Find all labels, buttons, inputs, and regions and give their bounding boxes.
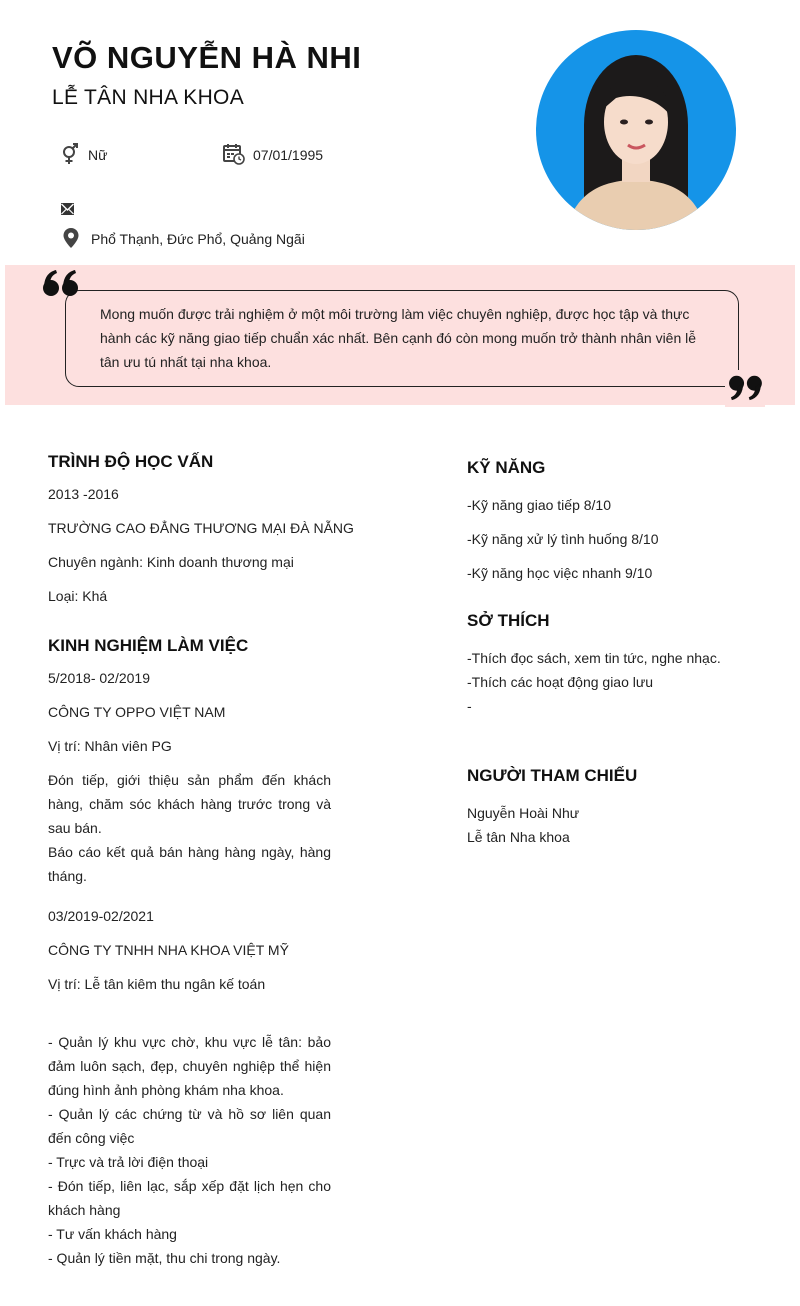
skills-heading: KỸ NĂNG <box>467 458 546 477</box>
job-duty: - Quản lý khu vực chờ, khu vực lễ tân: bảo đảm luôn sạch, đẹp, chuyên nghiệp thể hiện đúng hình ảnh phòng khám nha khoa. <box>48 1034 331 1098</box>
hobbies-heading: SỞ THÍCH <box>467 611 550 630</box>
hobby-item: -Thích các hoạt động giao lưu <box>467 674 654 690</box>
location-pin-icon <box>62 227 80 254</box>
education-school: TRƯỜNG CAO ĐẲNG THƯƠNG MẠI ĐÀ NẴNG <box>48 520 354 536</box>
job-company: CÔNG TY OPPO VIỆT NAM <box>48 704 226 720</box>
education-period: 2013 -2016 <box>48 486 119 502</box>
job-period: 5/2018- 02/2019 <box>48 670 150 686</box>
objective-text: Mong muốn được trải nghiệm ở một môi trường làm việc chuyên nghiệp, được học tập và thực hành các kỹ năng giao tiếp chuẩn xác nhất. Bên cạnh đó còn mong muốn trở thành nhân viên lễ tân ưu tú nhất tại nha khoa. <box>100 306 697 370</box>
job-duty: - Quản lý các chứng từ và hồ sơ liên quan đến công việc <box>48 1106 331 1146</box>
job-duty: - Tư vấn khách hàng <box>48 1226 177 1242</box>
reference-heading: NGƯỜI THAM CHIẾU <box>467 766 638 785</box>
candidate-name: VÕ NGUYỄN HÀ NHI <box>52 40 362 75</box>
profile-photo <box>536 30 736 230</box>
open-quote-icon <box>42 268 80 305</box>
hobby-item: -Thích đọc sách, xem tin tức, nghe nhạc. <box>467 650 721 666</box>
job-position: Vị trí: Lễ tân kiêm thu ngân kế toán <box>48 976 266 992</box>
email-icon <box>61 202 75 221</box>
skill-item: -Kỹ năng giao tiếp 8/10 <box>467 497 611 513</box>
job-position: Vị trí: Nhân viên PG <box>48 738 172 754</box>
job-duty: Báo cáo kết quả bán hàng hàng ngày, hàng tháng. <box>48 844 331 884</box>
job-period: 03/2019-02/2021 <box>48 908 154 924</box>
reference-role: Lễ tân Nha khoa <box>467 829 570 845</box>
gender-icon <box>60 143 80 170</box>
reference-name: Nguyễn Hoài Như <box>467 805 580 821</box>
job-duty: - Quản lý tiền mặt, thu chi trong ngày. <box>48 1250 281 1266</box>
education-grade: Loại: Khá <box>48 588 108 604</box>
job-duty: - Đón tiếp, liên lạc, sắp xếp đặt lịch hẹn cho khách hàng <box>48 1178 331 1218</box>
address-value: Phổ Thạnh, Đức Phổ, Quảng Ngãi <box>91 231 305 247</box>
candidate-title: LỄ TÂN NHA KHOA <box>52 86 245 109</box>
gender-value: Nữ <box>88 147 108 163</box>
job-company: CÔNG TY TNHH NHA KHOA VIỆT MỸ <box>48 942 289 958</box>
skill-item: -Kỹ năng xử lý tình huống 8/10 <box>467 531 659 547</box>
job-duties <box>48 1030 331 1270</box>
education-major: Chuyên ngành: Kinh doanh thương mại <box>48 554 294 570</box>
close-quote-icon <box>725 370 765 407</box>
job-duties <box>48 768 331 888</box>
birthdate-value: 07/01/1995 <box>253 147 324 163</box>
hobby-item: - <box>467 698 472 714</box>
experience-heading: KINH NGHIỆM LÀM VIỆC <box>48 636 249 655</box>
calendar-icon <box>223 143 245 170</box>
job-duty: - Trực và trả lời điện thoại <box>48 1154 209 1170</box>
job-duty: Đón tiếp, giới thiệu sản phẩm đến khách hàng, chăm sóc khách hàng trước trong và sau bán. <box>48 772 331 836</box>
education-heading: TRÌNH ĐỘ HỌC VẤN <box>48 452 214 471</box>
skill-item: -Kỹ năng học việc nhanh 9/10 <box>467 565 653 581</box>
